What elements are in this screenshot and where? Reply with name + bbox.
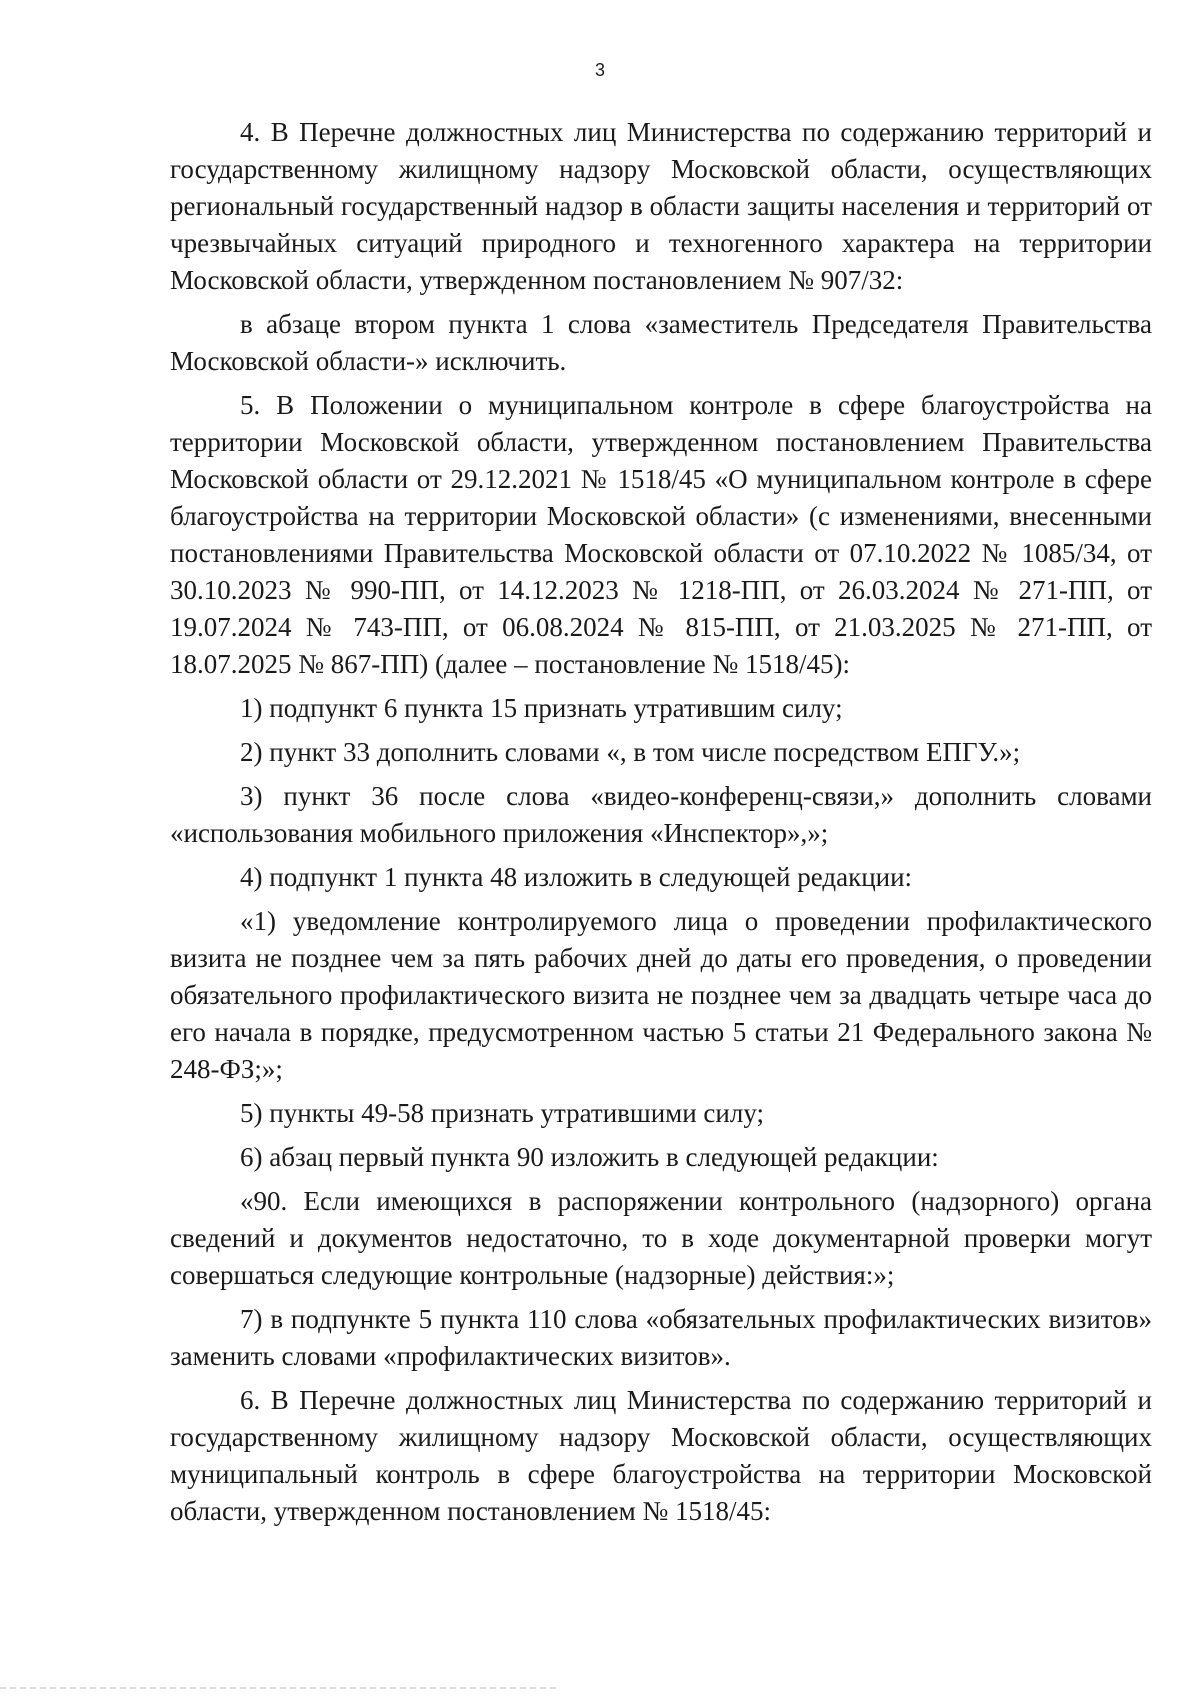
subparagraph-4-quote: «1) уведомление контролируемого лица о проведении профилактического визита не позднее чем за пять рабочих дней до даты его проведения, о проведении обязательного профилактического визита не позднее чем за двадцать четыре часа до его начала в порядке, предусмотренном частью 5 статьи 21 Федерального закона № 248-ФЗ;»; xyxy=(170,906,1152,1084)
paragraph-item-4-text: в абзаце втором пункта 1 слова «заместитель Председателя Правительства Московской области-» исключить. xyxy=(170,309,1152,376)
subparagraph-7: 7) в подпункте 5 пункта 110 слова «обязательных профилактических визитов» заменить словами «профилактических визитов». xyxy=(170,1304,1152,1371)
subparagraph-3: 3) пункт 36 после слова «видео-конференц-связи,» дополнить словами «использования мобильного приложения «Инспектор»,»; xyxy=(170,781,1152,848)
page-number: 3 xyxy=(594,60,605,80)
paragraph-item-6: 6. В Перечне должностных лиц Министерства по содержанию территорий и государственному жилищному надзору Московской области, осуществляющих муниципальный контроль в сфере благоустройства на территории Московской области, утвержденном постановлением № 1518/45: xyxy=(170,1385,1152,1526)
subparagraph-6-quote: «90. Если имеющихся в распоряжении контрольного (надзорного) органа сведений и документов недостаточно, то в ходе документарной проверки могут совершаться следующие контрольные (надзорные) действия:»; xyxy=(170,1186,1152,1290)
subparagraph-2: 2) пункт 33 дополнить словами «, в том числе посредством ЕПГУ.»; xyxy=(240,737,1021,767)
paragraph-item-5: 5. В Положении о муниципальном контроле в сфере благоустройства на территории Московской области, утвержденном постановлением Правительства Московской области от 29.12.2021 № 1518/45 «О муниципальном контроле в сфере благоустройства на территории Московской области» (с изменениями, внесенными постановлениями Правительства Московской области от 07.10.2022 № 1085/34, от 30.10.2023 № 990-ПП, от 14.12.2023 № 1218-ПП, от 26.03.2024 № 271-ПП, от 19.07.2024 № 743-ПП, от 06.08.2024 № 815-ПП, от 21.03.2025 № 271-ПП, от 18.07.2025 № 867-ПП) (далее – постановление № 1518/45): xyxy=(170,390,1152,679)
subparagraph-5: 5) пункты 49-58 признать утратившими силу; xyxy=(240,1098,764,1128)
scan-artifact-line xyxy=(0,1687,560,1689)
subparagraph-1: 1) подпункт 6 пункта 15 признать утратившим силу; xyxy=(240,693,843,723)
paragraph-item-4: 4. В Перечне должностных лиц Министерства по содержанию территорий и государственному жилищному надзору Московской области, осуществляющих региональный государственный надзор в области защиты населения и территорий от чрезвычайных ситуаций природного и техногенного характера на территории Московской области, утвержденном постановлением № 907/32: xyxy=(170,117,1152,295)
document-body xyxy=(170,114,1152,1537)
subparagraph-6: 6) абзац первый пункта 90 изложить в следующей редакции: xyxy=(240,1142,939,1172)
subparagraph-4: 4) подпункт 1 пункта 48 изложить в следующей редакции: xyxy=(240,862,913,892)
